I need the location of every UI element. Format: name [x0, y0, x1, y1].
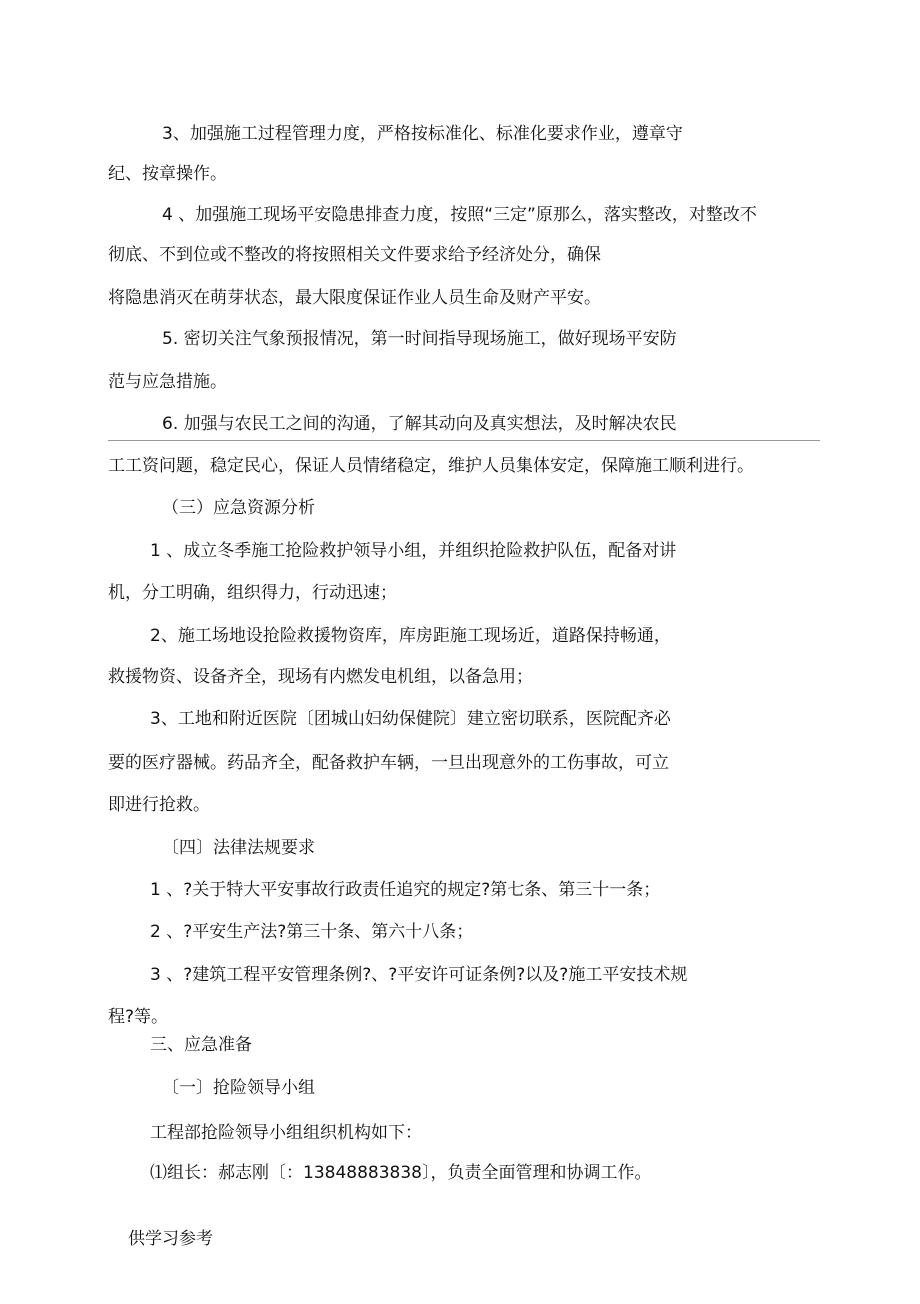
paragraph-line: 工程部抢险领导小组组织机构如下：	[150, 1123, 422, 1143]
horizontal-rule	[108, 440, 820, 441]
paragraph-line: 4 、加强施工现场平安隐患排查力度，按照“三定”原那么，落实整改，对整改不	[162, 205, 757, 225]
footer-text: 供学习参考	[128, 1229, 213, 1249]
paragraph-line: 救援物资、设备齐全，现场有内燃发电机组，以备急用；	[108, 667, 533, 687]
paragraph-line: ⑴组长：郝志刚〔：13848883838〕，负责全面管理和协调工作。	[150, 1163, 652, 1183]
paragraph-line: 工工资问题，稳定民心，保证人员情绪稳定，维护人员集体安定，保障施工顺利进行。	[108, 456, 754, 476]
paragraph-line: 3、加强施工过程管理力度，严格按标准化、标准化要求作业，遵章守	[162, 124, 683, 144]
paragraph-line: 1 、?关于特大平安事故行政责任追究的规定?第七条、第三十一条；	[150, 880, 661, 900]
paragraph-line: 即进行抢救。	[108, 795, 210, 815]
paragraph-line: 将隐患消灭在萌芽状态，最大限度保证作业人员生命及财产平安。	[108, 288, 601, 308]
paragraph-line: 纪、按章操作。	[108, 164, 227, 184]
paragraph-line: 机，分工明确，组织得力，行动迅速；	[108, 583, 397, 603]
paragraph-line: 1 、成立冬季施工抢险救护领导小组，并组织抢险救护队伍，配备对讲	[150, 541, 677, 561]
paragraph-line: 2 、?平安生产法?第三十条、第六十八条；	[150, 922, 474, 942]
paragraph-line: 5. 密切关注气象预报情况，第一时间指导现场施工，做好现场平安防	[162, 329, 677, 349]
paragraph-line: 彻底、不到位或不整改的将按照相关文件要求给予经济处分，确保	[108, 245, 601, 265]
paragraph-line: 3、工地和附近医院〔团城山妇幼保健院〕建立密切联系，医院配齐必	[150, 709, 671, 729]
section-heading: 〔一〕抢险领导小组	[162, 1078, 315, 1098]
paragraph-line: 6. 加强与农民工之间的沟通，了解其动向及真实想法，及时解决农民	[162, 414, 677, 434]
section-heading: 〔四〕法律法规要求	[162, 838, 315, 858]
section-heading: （三）应急资源分析	[162, 498, 315, 518]
section-heading: 三、应急准备	[150, 1035, 252, 1055]
paragraph-line: 程?等。	[108, 1007, 169, 1027]
paragraph-line: 要的医疗器械。药品齐全，配备救护车辆，一旦出现意外的工伤事故，可立	[108, 753, 669, 773]
paragraph-line: 2、施工场地设抢险救援物资库，库房距施工现场近，道路保持畅通，	[150, 626, 671, 646]
paragraph-line: 范与应急措施。	[108, 372, 227, 392]
paragraph-line: 3 、?建筑工程平安管理条例?、?平安许可证条例?以及?施工平安技术规	[150, 965, 688, 985]
